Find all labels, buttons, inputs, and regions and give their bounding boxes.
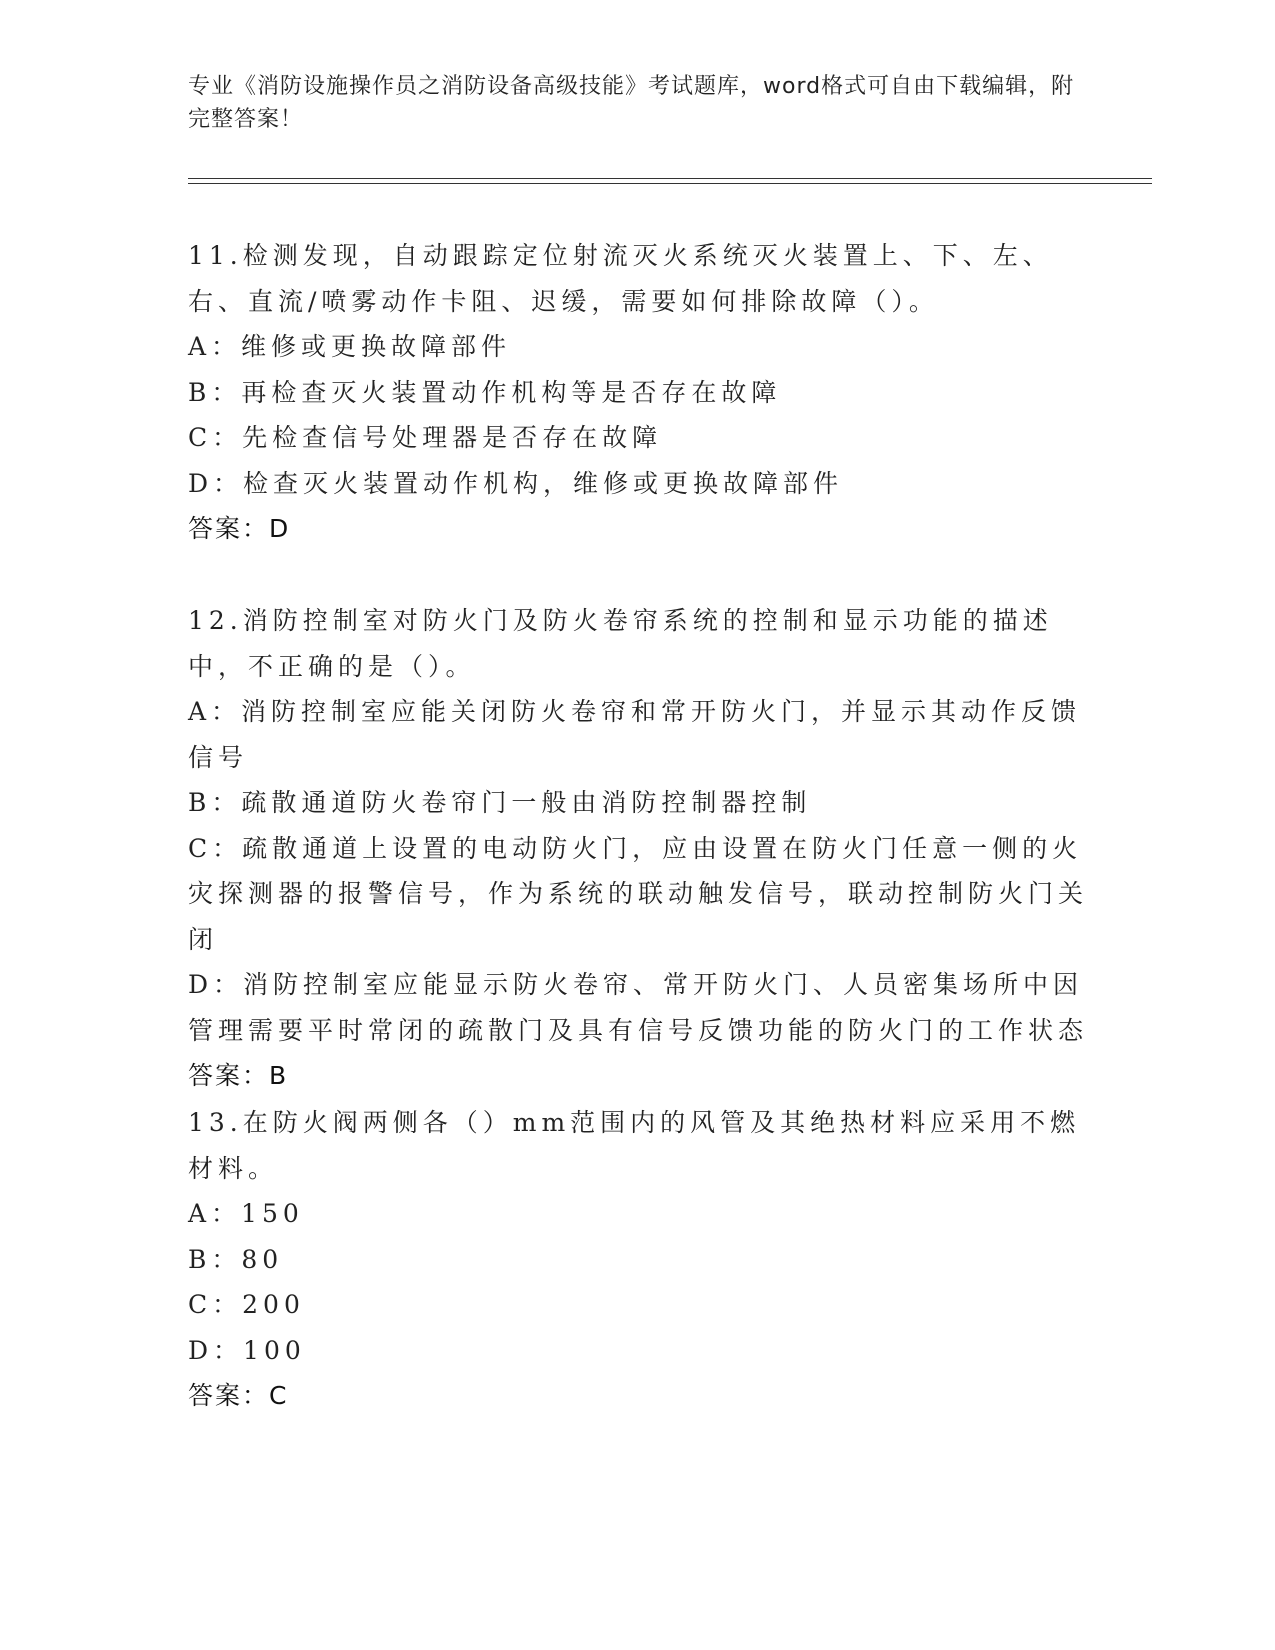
answer-label: 答案：C (188, 1381, 289, 1410)
question-stem: 11.检测发现，自动跟踪定位射流灭火系统灭火装置上、下、左、右、直流/喷雾动作卡阻、迟缓，需要如何排除故障（）。 (188, 241, 1053, 316)
question-stem: 12.消防控制室对防火门及防火卷帘系统的控制和显示功能的描述中，不正确的是（）。 (188, 606, 1053, 681)
header-divider-bottom (188, 183, 1152, 184)
option-c: C：先检查信号处理器是否存在故障 (188, 423, 663, 452)
option-d: D：100 (188, 1335, 306, 1365)
option-c: C：200 (188, 1290, 305, 1319)
header-note: 专业《消防设施操作员之消防设备高级技能》考试题库，word格式可自由下载编辑，附完整答案！ (188, 74, 1075, 132)
question-12 (188, 598, 1088, 1099)
option-b: B：疏散通道防火卷帘门一般由消防控制器控制 (188, 788, 812, 817)
question-13 (188, 1100, 1088, 1419)
option-a: A：维修或更换故障部件 (188, 332, 512, 361)
question-stem: 13.在防火阀两侧各（）mm范围内的风管及其绝热材料应采用不燃材料。 (188, 1108, 1081, 1183)
answer-label: 答案：B (188, 1061, 289, 1090)
question-11 (188, 233, 1088, 552)
option-c: C：疏散通道上设置的电动防火门，应由设置在防火门任意一侧的火灾探测器的报警信号，作为系统的联动触发信号，联动控制防火门关闭 (188, 833, 1089, 954)
option-a: A：150 (188, 1199, 304, 1228)
option-b: B：80 (188, 1244, 284, 1274)
option-d: D：检查灭火装置动作机构，维修或更换故障部件 (188, 468, 844, 498)
header-divider-top (188, 178, 1152, 179)
answer-label: 答案：D (188, 514, 291, 543)
option-a: A：消防控制室应能关闭防火卷帘和常开防火门，并显示其动作反馈信号 (188, 697, 1082, 772)
option-b: B：再检查灭火装置动作机构等是否存在故障 (188, 377, 782, 407)
option-d: D：消防控制室应能显示防火卷帘、常开防火门、人员密集场所中因管理需要平时常闭的疏散门及具有信号反馈功能的防火门的工作状态 (188, 970, 1089, 1045)
